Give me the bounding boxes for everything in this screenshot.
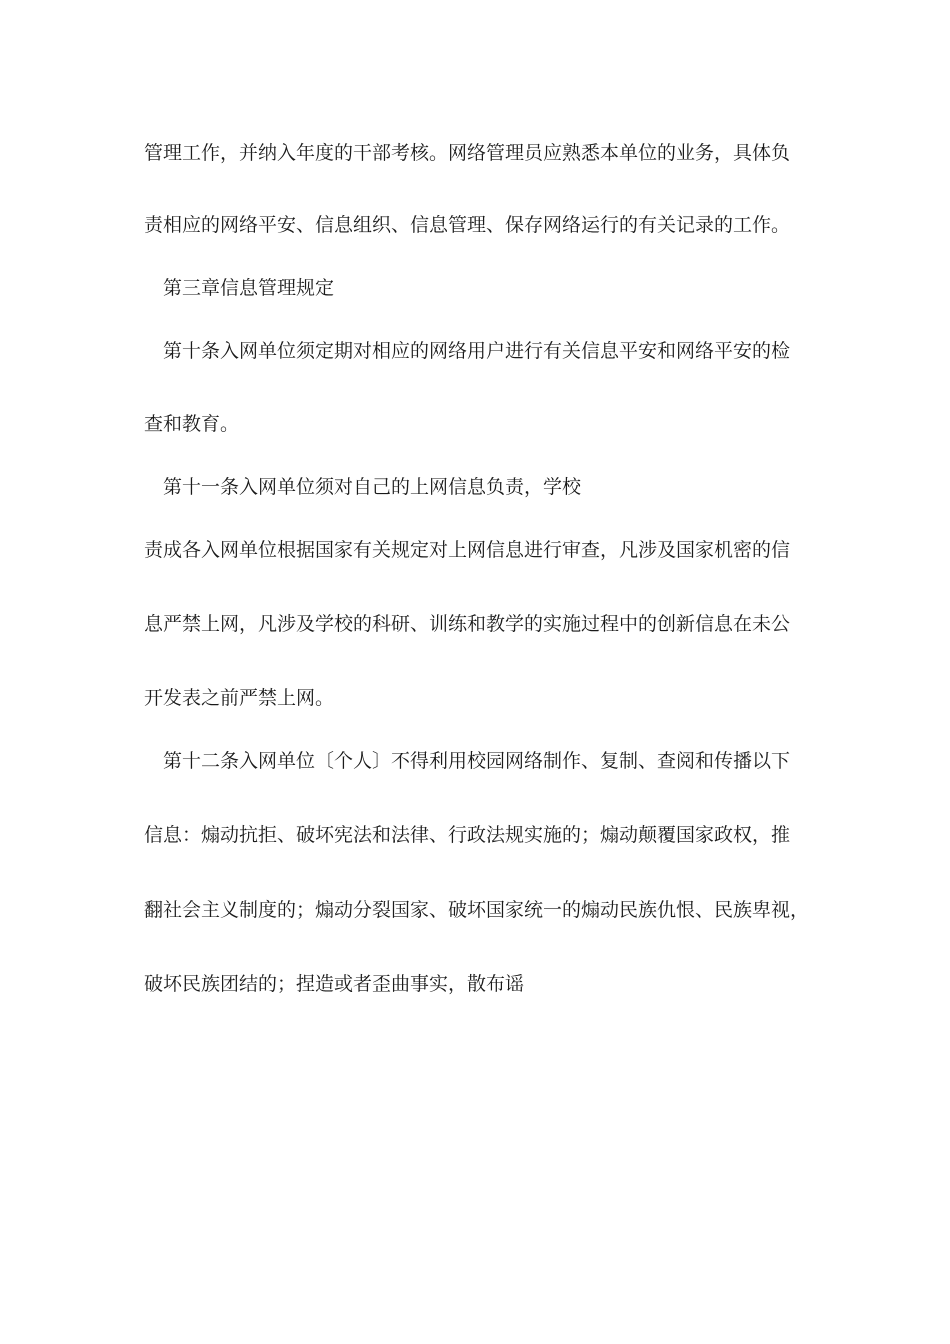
article-10-text: 第十条入网单位须定期对相应的网络用户进行有关信息平安和网络平安的检: [163, 340, 791, 362]
text-line: 破坏民族团结的；捏造或者歪曲事实，散布谣: [144, 973, 525, 995]
text-line: 责相应的网络平安、信息组织、信息管理、保存网络运行的有关记录的工作。: [144, 214, 791, 236]
chapter-heading: 第三章信息管理规定: [163, 277, 335, 299]
text-line: 责成各入网单位根据国家有关规定对上网信息进行审查，凡涉及国家机密的信: [144, 539, 791, 561]
text-line: 开发表之前严禁上网。: [144, 687, 335, 709]
text-line: 查和教育。: [144, 413, 240, 435]
text-line: 信息：煽动抗拒、破坏宪法和法律、行政法规实施的；煽动颠覆国家政权，推: [144, 824, 791, 846]
text-line: 翻社会主义制度的；煽动分裂国家、破坏国家统一的煽动民族仇恨、民族卑视，: [144, 899, 810, 921]
text-line: 息严禁上网，凡涉及学校的科研、训练和教学的实施过程中的创新信息在未公: [144, 613, 791, 635]
text-line: 管理工作，并纳入年度的干部考核。网络管理员应熟悉本单位的业务，具体负: [144, 142, 791, 164]
article-11-text: 第十一条入网单位须对自己的上网信息负责，学校: [163, 476, 582, 498]
article-12-text: 第十二条入网单位〔个人〕不得利用校园网络制作、复制、查阅和传播以下: [163, 750, 791, 772]
